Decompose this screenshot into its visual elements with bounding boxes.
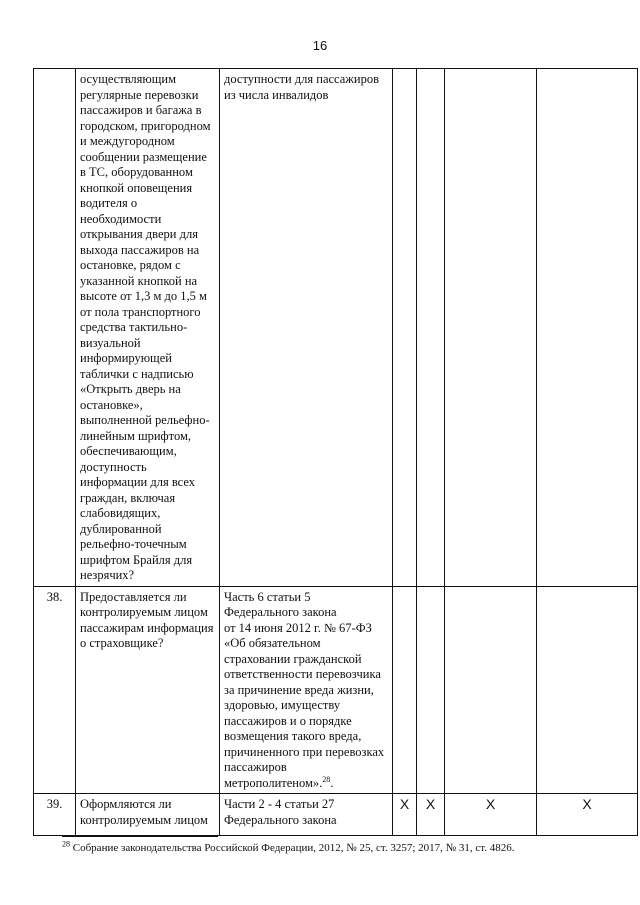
requirement-cell: Часть 6 статьи 5 Федерального закона от 14 июня 2012 г. № 67-ФЗ «Об обязательном страховании гражданской ответственности перевозчика за причинение вреда жизни, здоровью, имуществу пассажиров и о порядке возмещения такого вреда, причиненного при перевозках пассажиров метрополитеном».$^{28}$. — [220, 586, 393, 794]
answer-yes-cell: X — [393, 794, 417, 836]
row-number — [34, 69, 76, 587]
footnote-reference: 28 — [322, 774, 331, 784]
answer-yes-cell — [393, 586, 417, 794]
row-number: 39. — [34, 794, 76, 836]
note-cell — [537, 69, 638, 587]
question-text: осуществляющим регулярные перевозки пассажиров и багажа в городском, пригородном и междугородном сообщении размещение в ТС, оборудованном кнопкой оповещения водителя о необходимости открывания двери для выхода пассажиров на остановке, рядом с указанной кнопкой на высоте от 1,3 м до 1,5 м от пола транспортного средства тактильно- визуальной информирующей таблички с надписью «Открыть дверь на остановке», выполненной рельефно- линейным шрифтом, обеспечивающим, доступность информации для всех граждан, включая слабовидящих, дублированной рельефно-точечным шрифтом Брайля для незрячих? — [80, 72, 211, 582]
answer-no-cell — [417, 586, 445, 794]
footnote-separator — [62, 836, 218, 837]
answer-no-cell: X — [417, 794, 445, 836]
requirement-text: доступности для пассажиров из числа инвалидов — [224, 72, 380, 102]
footnote-text: Собрание законодательства Российской Федерации, 2012, № 25, ст. 3257; 2017, № 31, ст. 4826. — [72, 842, 515, 854]
note-cell — [537, 586, 638, 794]
footnote-marker: 28 — [62, 839, 70, 849]
question-cell — [76, 794, 220, 836]
table-row — [34, 586, 638, 794]
requirement-cell — [220, 794, 393, 836]
table-row — [34, 794, 638, 836]
answer-na-cell — [445, 586, 537, 794]
requirement-text: Части 2 - 4 статьи 27 Федерального закона — [224, 797, 337, 827]
answer-no-cell — [417, 69, 445, 587]
page-number: 16 — [312, 38, 328, 53]
question-cell — [76, 69, 220, 587]
answer-na-cell: X — [445, 794, 537, 836]
answer-na-cell — [445, 69, 537, 587]
note-cell: X — [537, 794, 638, 836]
row-number: 38. — [34, 586, 76, 794]
question-text: Оформляются ли контролируемым лицом — [80, 797, 208, 827]
table-row — [34, 69, 638, 587]
answer-yes-cell — [393, 69, 417, 587]
requirement-cell — [220, 69, 393, 587]
checklist-table — [33, 68, 638, 836]
footnote — [62, 839, 515, 854]
requirement-text: Часть 6 статьи 5 Федерального закона от 14 июня 2012 г. № 67-ФЗ «Об обязательном страховании гражданской ответственности перевозчика за причинение вреда жизни, здоровью, имуществу пассажиров и о порядке возмещения такого вреда, причиненного при перевозках пассажиров метрополитеном». — [224, 589, 385, 790]
question-text: Предоставляется ли контролируемым лицом пассажирам информация о страховщике? — [80, 589, 214, 650]
question-cell — [76, 586, 220, 794]
